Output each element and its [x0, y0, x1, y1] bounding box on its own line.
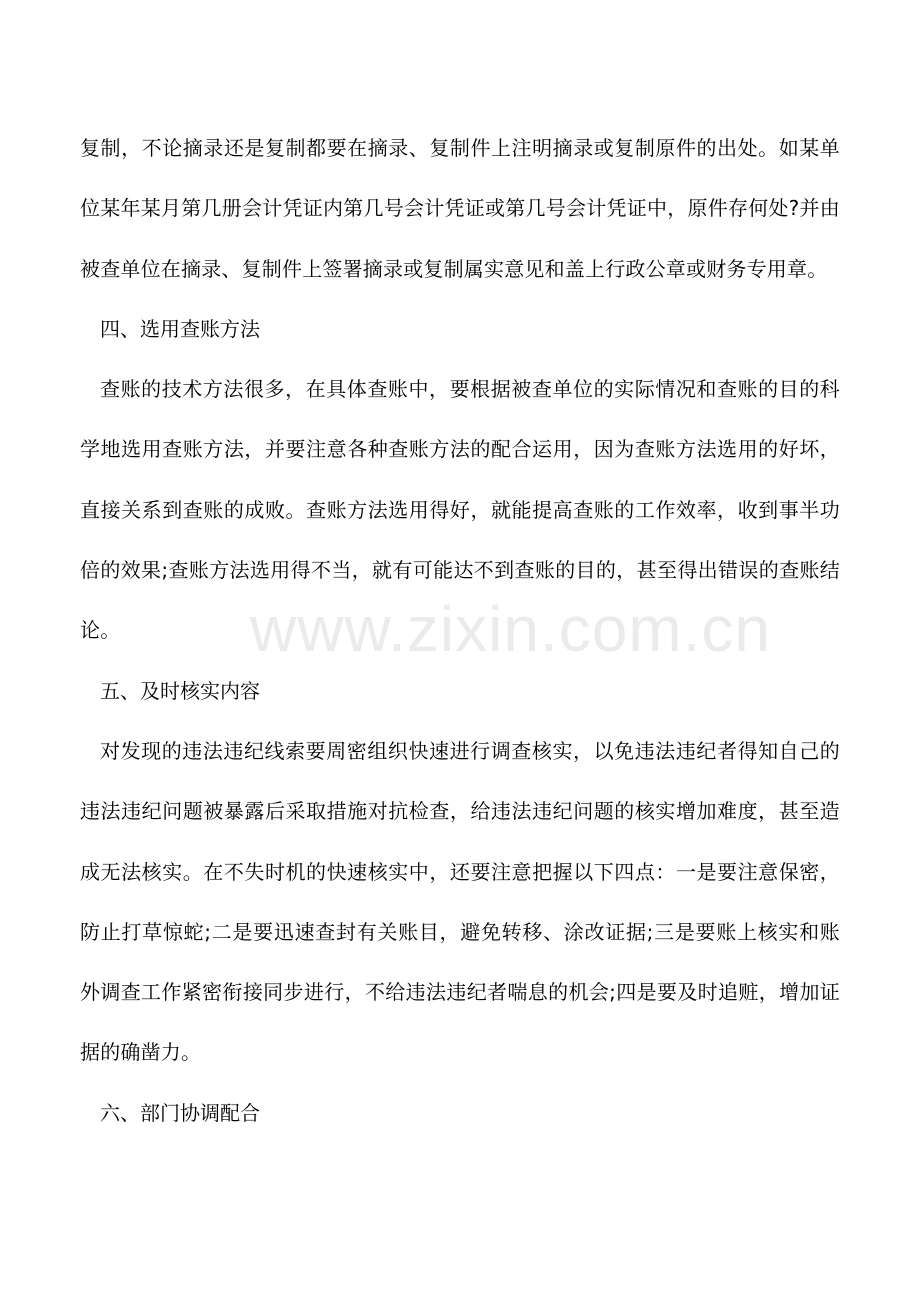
paragraph-timely-verification: 对发现的违法违纪线索要周密组织快速进行调查核实，以免违法违纪者得知自己的违法违纪问题被暴露后采取措施对抗检查，给违法违纪问题的核实增加难度，甚至造成无法核实。在不失时机的快速核实中，还要注意把握以下四点：一是要注意保密，防止打草惊蛇;二是要迅速查封有关账目，避免转移、涂改证据;三是要账上核实和账外调查工作紧密衔接同步进行，不给违法违纪者喘息的机会;四是要及时追赃，增加证据的确凿力。: [80, 738, 840, 1065]
paragraph-copying-note: 复制，不论摘录还是复制都要在摘录、复制件上注明摘录或复制原件的出处。如某单位某年某月第几册会计凭证内第几号会计凭证或第几号会计凭证中，原件存何处?并由被查单位在摘录、复制件上签署摘录或复制属实意见和盖上行政公章或财务专用章。: [80, 136, 840, 281]
document-body: [80, 118, 840, 1143]
section-heading-4: 四、选用查账方法: [100, 316, 260, 341]
section-heading-6: 六、部门协调配合: [100, 1100, 260, 1125]
watermark: www.zixin.com.cn: [250, 593, 771, 665]
paragraph-audit-methods: 查账的技术方法很多，在具体查账中，要根据被查单位的实际情况和查账的目的科学地选用查账方法，并要注意各种查账方法的配合运用，因为查账方法选用的好坏，直接关系到查账的成败。查账方法选用得好，就能提高查账的工作效率，收到事半功倍的效果;查账方法选用得不当，就有可能达不到查账的目的，甚至得出错误的查账结论。: [80, 377, 840, 643]
section-heading-5: 五、及时核实内容: [100, 678, 260, 703]
